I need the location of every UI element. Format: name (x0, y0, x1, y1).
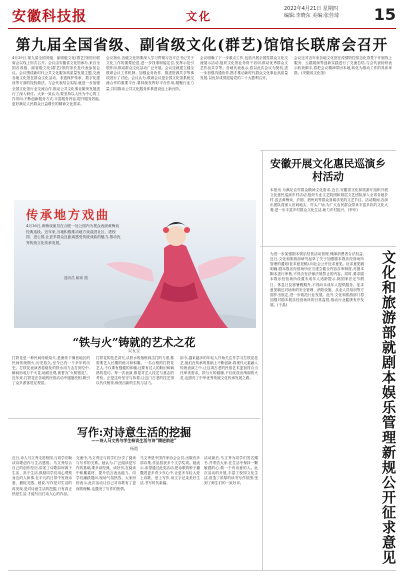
editor-line: 编辑:李晓东 美编:张佳琦 (284, 13, 339, 19)
column-divider (262, 150, 263, 570)
photo-feature (14, 200, 256, 328)
vertical-story-title: 文化和旅游部就剧本娱乐管理新规公开征求意见 (380, 250, 396, 565)
middle-byline: 吴友宝 (128, 348, 140, 353)
bottom-body-col-4: 活动最后,马文秀为同学们签名赠书,并寄语大家:在生活中保持一颗敏感的心,做一个有诗意的人。此次活动的开展,丰富了校园文化生活,营造了浓厚的读书写作氛围,受到了师生们的一致好评。 (204, 456, 258, 486)
date-line: 2022年4月21日 星期四 (284, 6, 338, 12)
date-block (284, 6, 364, 20)
photo-title: 传承地方戏曲 (26, 208, 111, 222)
lead-body-col-3: 会议明确了下一步重点工作,包括开展全国性群众文化交流展示活动,组织文化馆业务骨干培训,推动优秀群众文艺作品共享等。各地代表表示,将以此次会议为契机,进一步加强沟通协作,携手推动新时代群众文化事业高质量发展,以优异成绩迎接党的二十大胜利召开。 (200, 56, 288, 81)
bottom-body-col-3: 马文秀是中国作家协会会员,出版有多部诗集,作品曾获多个文学奖项。她表示,希望通过此类活动,把诗歌的种子播撒进更多青少年心中,让更多年轻人爱上诗歌、爱上写作,用文字记录美好生活,书写时代新篇。 (140, 456, 200, 486)
section-title: 文化 (186, 10, 212, 23)
lead-body-col-4: 会议还对近年来各地文化馆在疫情防控常态化背景下开展线上服务、云端展演等创新实践进行了交流总结,与会代表纷纷表示收获颇丰,将把会议精神带回本地,转化为推动工作的具体举措。(安徽省文化馆) (294, 56, 392, 76)
masthead (8, 4, 396, 30)
vertical-story-body: 为进一步加强剧本娱乐经营活动管理,保障消费者合法权益,近日,文化和旅游部研究起草了关于加强剧本娱乐经营场所管理的通知(征求意见稿),向社会公开征求意见。征求意见稿明确,剧本娱乐经营场所应当建立健全内容自审制度,对剧本脚本进行审核,不得含有法律法规禁止的内容。同时,要求剧本娱乐经营场所设置未成年人适龄提示,除国家法定节假日、休息日及寒暑假期外,不得向未成年人提供服务。征求意见稿还对场所的安全管理、消防设施、从业人员培训等方面作出规定,进一步规范行业发展。此外,文化和旅游部门将加强对剧本娱乐经营场所的日常监管,推动行业健康有序发展。(于晶) (270, 252, 364, 307)
newspaper-page (8, 4, 396, 572)
bottom-body-col-2: 交流中,马文秀还与同学们分享了阅读与写作的关系。她认为,广泛阅读是写作的基础,要多读经典、读好书,在阅读中积累素材、提升语言表达能力。同学们踊跃提问,现场气氛热烈。大家纷纷表示,此次活动让自己对诗歌有了更深的理解,也激发了写作的热情。 (76, 456, 136, 491)
right-story-body: 本报讯 为满足农村群众精神文化需求,近日,安徽省文化和旅游厅组织开展文化惠民巡演乡村活动,组织专业文艺院团和基层文艺团队深入全省各地乡村,送去黄梅戏、庐剧、泗州戏等群众喜闻乐见的文艺节目。活动期间,各演出团队将深入田间地头、村头广场,为广大农民群众带来丰富多彩的文化大餐,进一步丰富乡村群众文化生活,助力乡村振兴。(李东) (270, 188, 388, 213)
middle-headline: “铁与火”铸就的艺术之花 (72, 336, 196, 349)
bottom-body-col-1: 近日,诗人马文秀走进校园,与同学们畅谈诗歌创作与生活感悟。马文秀结合自己的创作经历,讲述了诗歌如何源于生活、高于生活,鼓励同学们用心观察身边的人和事,在平凡的日常中发现诗意、捕捉灵感。她说,写作是对生活的再发现,是对诗意生活的挖掘,只有真正热爱生活,才能写出打动人心的作品。 (12, 456, 72, 496)
divider (260, 150, 396, 151)
lead-headline: 第九届全国省级、副省级文化(群艺)馆馆长联席会召开 (15, 37, 389, 54)
lead-body-col-1: 4月19日,第九届全国省级、副省级文化(群艺)馆馆长联席会以线上形式召开。会议由安徽省文化馆承办,来自全国各省级、副省级文化(群艺)馆的馆长及代表参加会议。会议围绕新时代公共文化服务高质量发展主题,交流各地文化馆在群众文化活动、非遗保护传承、数字化建设等方面的经验做法。与会代表结合实际,就进一步加强全国文化馆行业交流合作,推动公共文化事业繁荣发展进行了深入研讨。大家一致认为,要坚持以人民为中心的工作导向,不断创新服务方式,丰富服务内容,提升服务效能,更好满足人民群众日益增长的精神文化需求。 (12, 56, 100, 106)
middle-body-col-1: 打铁花是一种民间传统焰火,是流传于豫晋地区的民间传统烟火,历史悠久,至今已有一千多年的历史。打铁花表演者将熔化的铁水用力击打到空中,瞬间形成万千火花,场面壮观,被誉为“火树银花”。近年来,打铁花在各地的民俗活动中屡屡亮相,吸引了众多游客驻足观赏。 (12, 356, 90, 386)
bottom-subheadline: ——诗人马文秀与学生畅谈生活与诗“精进前进” (91, 438, 177, 443)
divider (260, 246, 396, 247)
bottom-headline: 写作:对诗意生活的挖掘 (76, 426, 192, 439)
photo-credit: 通讯员 解琛 摄 (64, 276, 88, 280)
photo-caption: 4月16日,黄梅戏演员在合肥一处公园内为观众表演黄梅戏经典选段。近年来,当地积极推动地方戏曲进社区、进校园、进公园,让更多群众近距离感受传统戏曲的魅力,推动优秀传统文化传承发展。 (26, 224, 121, 245)
right-story-title: 安徽开展文化惠民巡演乡村活动 (270, 158, 386, 183)
header-rule (8, 28, 396, 29)
middle-body-col-3: 如今,越来越多的年轻人开始关注并学习打铁花技艺,他们在传承的基础上不断创新,将现代元素融入传统表演之中,让这项古老的民俗艺术更加符合当代审美需求。铁与火的碰撞,不仅绽放出绚丽的火花,也照亮了中华优秀传统文化传承发展之路。 (180, 356, 258, 381)
bottom-byline: 杨霞 (130, 446, 138, 451)
footer-rule (8, 570, 396, 571)
page-number: 15 (373, 5, 396, 24)
middle-body-col-2: 打铁花的技艺讲究,从铁水的熔炼到击打的力度,都需要艺人长期的练习和积累。一名合格的打铁花艺人,不仅要有强健的体魄,还要有过人的胆识和娴熟的技巧。每一次表演,都是对艺人技艺与意志的考验。正是这份坚守与执着,让这门古老的技艺得以代代相传,焕发出新的生机与活力。 (96, 356, 174, 386)
paper-name: 安徽科技报 (12, 9, 87, 25)
divider (8, 418, 260, 419)
lead-body-col-2: 会议指出,各级文化馆要深入学习贯彻习近平总书记关于文化工作的重要论述,进一步找准职能定位,发挥示范引领作用,推动群众文化活动广泛开展。会议还就建立健全联席会议工作机制、加强业务协作、推进资源共享等事项进行了讨论。会议认为,联席会议是全国文化馆系统交流合作的重要平台,要持续发挥好平台作用,凝聚行业力量,共同推动公共文化服务体系建设迈上新台阶。 (106, 56, 194, 91)
